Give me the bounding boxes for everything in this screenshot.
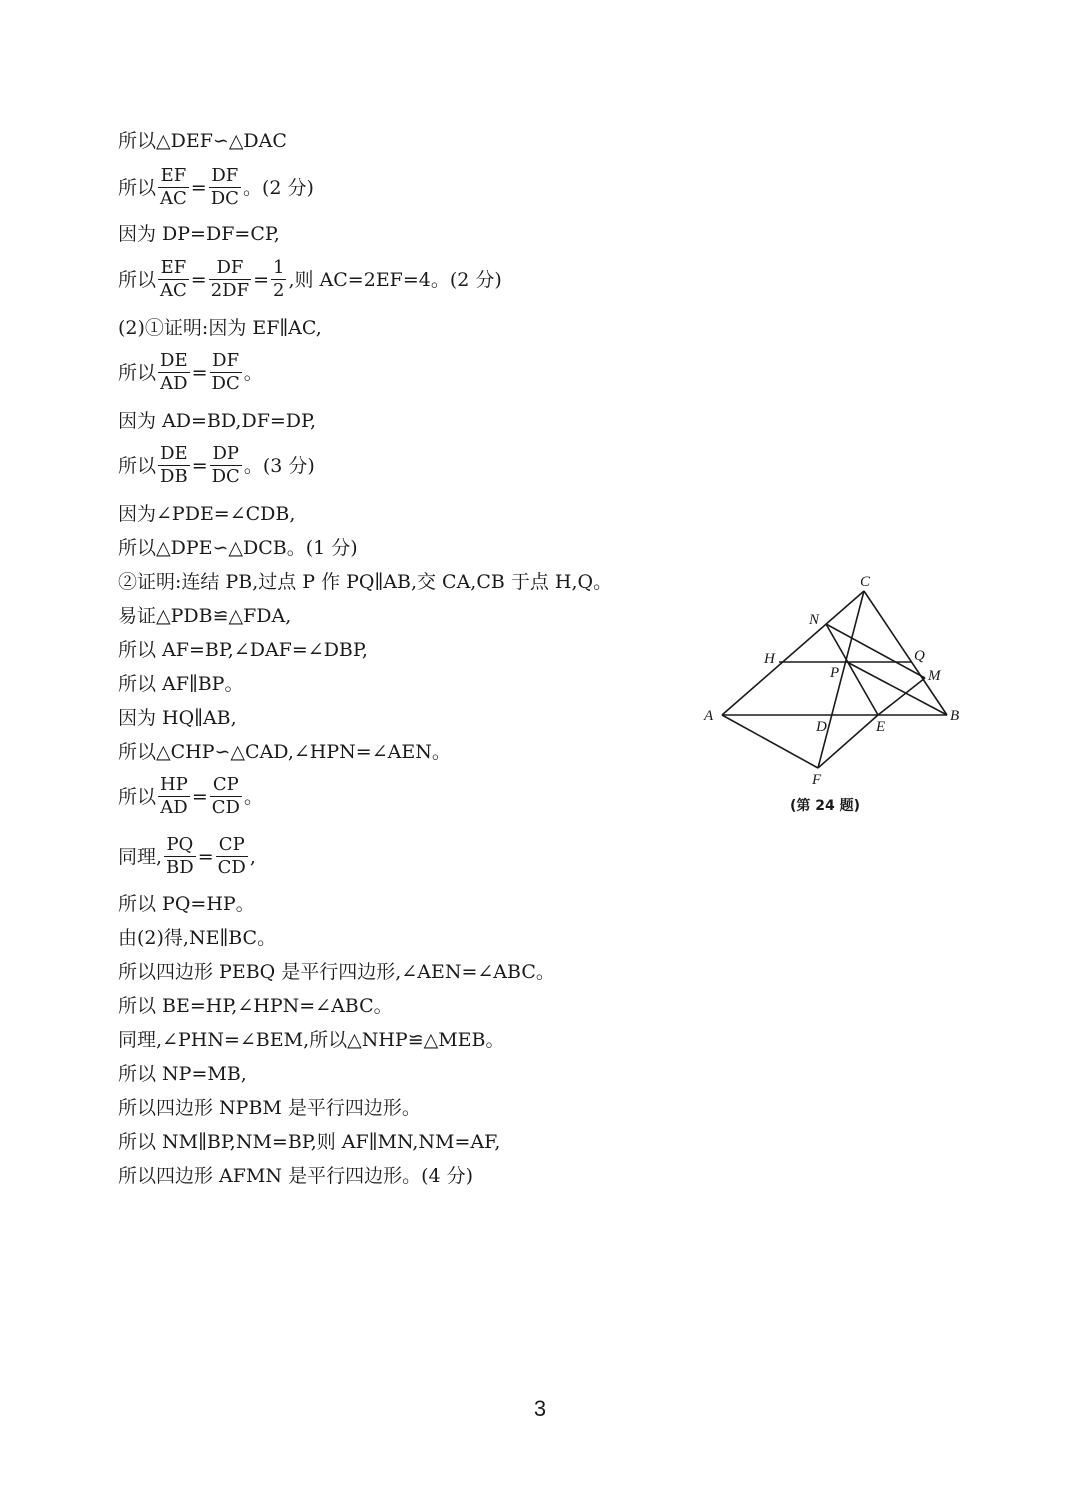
fraction: $\frac{PQ}{BD}$ [166, 834, 194, 878]
fraction: $\frac{CP}{CD}$ [217, 834, 246, 878]
solution-line: 所以 $\frac{EF}{AC}$ = $\frac{DF}{2DF}$ = $\frac{1}{2}$ ,则 AC=2EF=4。(2 分) [118, 257, 502, 301]
fraction: $\frac{DP}{DC}$ [211, 443, 240, 487]
geometry-figure [690, 565, 980, 825]
solution-line: 所以 AF∥BP。 [118, 673, 244, 695]
solution-line: 所以 PQ=HP。 [118, 893, 255, 915]
solution-line: 因为 AD=BD,DF=DP, [118, 410, 317, 432]
solution-line: (2)①证明:因为 EF∥AC, [118, 317, 322, 339]
figure-caption: (第 24 题) [790, 798, 861, 814]
segment-AF [722, 715, 818, 768]
solution-line: 同理,∠PHN=∠BEM,所以△NHP≌△MEB。 [118, 1029, 505, 1051]
label-Q: Q [914, 648, 925, 664]
label-N: N [809, 612, 820, 628]
solution-line: 同理, $\frac{PQ}{BD}$ = $\frac{CP}{CD}$ , [118, 834, 256, 878]
fraction: $\frac{DF}{DC}$ [210, 165, 239, 209]
solution-line: 所以 $\frac{DE}{AD}$ = $\frac{DF}{DC}$ 。 [118, 350, 263, 394]
label-H: H [764, 651, 775, 667]
label-C: C [860, 574, 871, 590]
solution-line: 所以△DPE∽△DCB。(1 分) [118, 537, 358, 559]
solution-line: ②证明:连结 PB,过点 P 作 PQ∥AB,交 CA,CB 于点 H,Q。 [118, 571, 613, 593]
solution-line: 所以四边形 AFMN 是平行四边形。(4 分) [118, 1165, 474, 1187]
page-number: 3 [533, 1396, 547, 1421]
label-F: F [812, 772, 822, 788]
solution-line: 所以四边形 NPBM 是平行四边形。 [118, 1097, 421, 1119]
fraction: $\frac{EF}{AC}$ [160, 165, 187, 209]
solution-line: 由(2)得,NE∥BC。 [118, 927, 277, 949]
solution-line: 所以四边形 PEBQ 是平行四边形,∠AEN=∠ABC。 [118, 961, 555, 983]
solution-line: 所以△CHP∽△CAD,∠HPN=∠AEN。 [118, 741, 451, 763]
label-A: A [704, 708, 714, 724]
solution-line: 因为∠PDE=∠CDB, [118, 503, 296, 525]
fraction: $\frac{DF}{2DF}$ [210, 257, 250, 301]
segment-FE [818, 715, 878, 768]
solution-line: 所以 NP=MB, [118, 1063, 247, 1085]
solution-line: 因为 DP=DF=CP, [118, 223, 280, 245]
solution-line: 所以 AF=BP,∠DAF=∠DBP, [118, 639, 368, 661]
solution-line: 所以 $\frac{DE}{DB}$ = $\frac{DP}{DC}$ 。(3 分) [118, 443, 315, 487]
fraction: $\frac{CP}{CD}$ [211, 774, 240, 818]
fraction: $\frac{HP}{AD}$ [160, 774, 188, 818]
fraction: $\frac{1}{2}$ [273, 257, 285, 301]
fraction: $\frac{EF}{AC}$ [160, 257, 187, 301]
label-D: D [816, 719, 827, 735]
solution-line: 所以△DEF∽△DAC [118, 130, 287, 152]
segment-BC [864, 591, 947, 715]
label-P: P [830, 665, 840, 681]
fraction: $\frac{DE}{AD}$ [160, 350, 188, 394]
solution-line: 因为 HQ∥AB, [118, 707, 237, 729]
solution-line: 所以 $\frac{EF}{AC}$ = $\frac{DF}{DC}$ 。(2 分) [118, 165, 314, 209]
solution-line: 所以 NM∥BP,NM=BP,则 AF∥MN,NM=AF, [118, 1131, 501, 1153]
label-M: M [928, 668, 941, 684]
solution-line: 所以 $\frac{HP}{AD}$ = $\frac{CP}{CD}$ 。 [118, 774, 263, 818]
segment-ME [878, 678, 925, 715]
label-E: E [876, 719, 886, 735]
fraction: $\frac{DF}{DC}$ [211, 350, 240, 394]
solution-line: 所以 BE=HP,∠HPN=∠ABC。 [118, 995, 393, 1017]
label-B: B [950, 708, 960, 724]
fraction: $\frac{DE}{DB}$ [160, 443, 188, 487]
solution-line: 易证△PDB≌△FDA, [118, 605, 292, 627]
